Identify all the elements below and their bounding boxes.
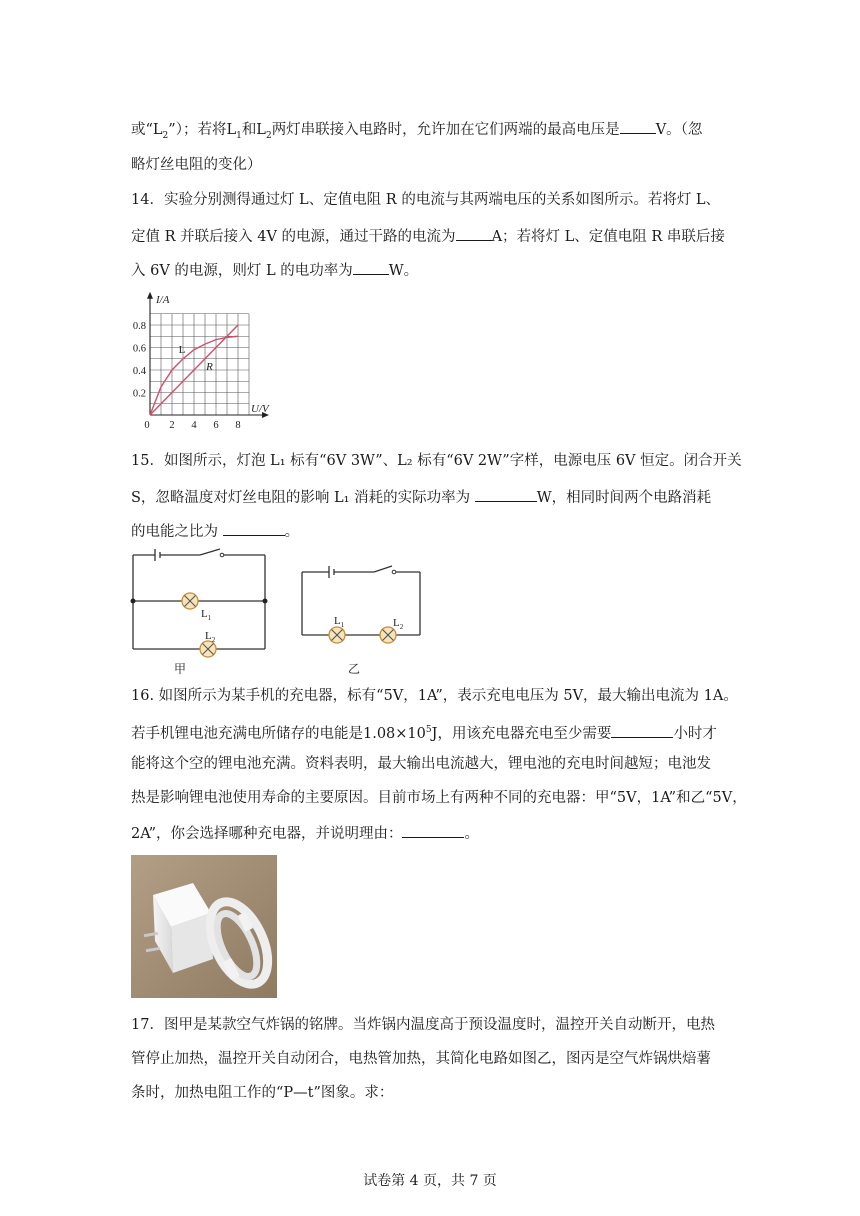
q16-line-1: 16. 如图所示为某手机的充电器，标有“5V，1A”，表示充电电压为 5V，最大输出电流为 1A。 xyxy=(131,688,738,704)
q16-line-5: 2A”，你会选择哪种充电器，并说明理由： 。 xyxy=(131,822,479,844)
q17-line-2: 管停止加热，温控开关自动闭合，电热管加热，其简化电路如图乙，图丙是空气炸锅烘焙薯 xyxy=(131,1051,711,1067)
caption-yi: 乙 xyxy=(348,662,361,676)
answer-blank xyxy=(402,822,464,838)
answer-blank xyxy=(223,520,285,536)
x-tick-label: 2 xyxy=(169,420,175,431)
circuit-diagram-b xyxy=(296,560,426,680)
x-tick-label: 6 xyxy=(213,420,219,431)
q16-line-4: 热是影响锂电池使用寿命的主要原因。目前市场上有两种不同的充电器：甲“5V，1A”和乙“5V， xyxy=(131,790,747,806)
series-label-r: R xyxy=(206,361,213,373)
answer-blank xyxy=(475,486,537,502)
q15-line-2: S，忽略温度对灯丝电阻的影响 L₁ 消耗的实际功率为 W，相同时间两个电路消耗 xyxy=(131,486,711,508)
lamp-l1-icon xyxy=(182,593,198,609)
y-axis-label: I/A xyxy=(156,293,170,306)
q14-line-2: 定值 R 并联后接入 4V 的电源，通过干路的电流为 A；若将灯 L、定值电阻 R 串联后接 xyxy=(131,225,725,247)
svg-text:L1: $L_1$ xyxy=(334,615,345,629)
q16-line-2: 若手机锂电池充满电所储存的电能是$1.08\times 10^5J$，用该充电器充电至少需要 小时才 xyxy=(131,720,717,744)
y-tick-label: 0.8 xyxy=(132,321,146,332)
iu-chart xyxy=(125,290,285,432)
q17-line-3: 条时，加热电阻工作的“P—t”图象。求： xyxy=(131,1085,394,1101)
x-axis-label: U/V xyxy=(251,403,269,415)
circuit-diagram-a xyxy=(125,545,275,680)
x-tick-label: 4 xyxy=(191,420,197,431)
answer-blank xyxy=(611,722,673,738)
y-axis-arrow xyxy=(147,292,153,299)
svg-text:L2: $L_2$ xyxy=(205,630,216,644)
x-tick-label: 0 xyxy=(144,420,150,431)
q15-line-1: 15．如图所示，灯泡 L₁ 标有“6V 3W”、L₂ 标有“6V 2W”字样，电源电压 6V 恒定。闭合开关 xyxy=(131,453,742,469)
caption-jia: 甲 xyxy=(174,662,187,676)
charger-photo xyxy=(131,855,277,998)
lamp-l1-icon xyxy=(329,627,345,643)
q17-line-1: 17．图甲是某款空气炸锅的铭牌。当炸锅内温度高于预设温度时，温控开关自动断开，电热 xyxy=(131,1017,715,1033)
q13-line-1: 或“$L_2$”）；若将$L_1$和$L_2$两灯串联接入电路时，允许加在它们两端的最高电压是 V。（忽 xyxy=(131,118,702,146)
svg-text:L1: $L_1$ xyxy=(201,608,212,622)
answer-blank xyxy=(456,225,492,241)
page-footer: 试卷第 4 页，共 7 页 xyxy=(363,1173,497,1189)
y-tick-label: 0.6 xyxy=(132,343,146,355)
answer-blank xyxy=(353,259,389,275)
q13-line-2: 略灯丝电阻的变化） xyxy=(131,157,262,173)
switch-blade xyxy=(200,549,220,555)
series-label-l: L xyxy=(178,344,186,357)
lamp-l2-icon xyxy=(380,627,396,643)
answer-blank xyxy=(620,118,656,134)
q15-line-3: 的电能之比为 。 xyxy=(131,520,299,542)
y-tick-label: 0.2 xyxy=(132,388,146,400)
q14-line-3: 入 6V 的电源，则灯 L 的电功率为 W。 xyxy=(131,259,418,281)
svg-text:L2: $L_2$ xyxy=(393,617,404,631)
q16-line-3: 能将这个空的锂电池充满。资料表明，最大输出电流越大，锂电池的充电时间越短；电池发 xyxy=(131,756,711,772)
y-tick-label: 0.4 xyxy=(132,366,146,377)
q14-line-1: 14．实验分别测得通过灯 L、定值电阻 R 的电流与其两端电压的关系如图所示。若将灯 L、 xyxy=(131,192,721,208)
x-tick-label: 8 xyxy=(235,420,241,431)
